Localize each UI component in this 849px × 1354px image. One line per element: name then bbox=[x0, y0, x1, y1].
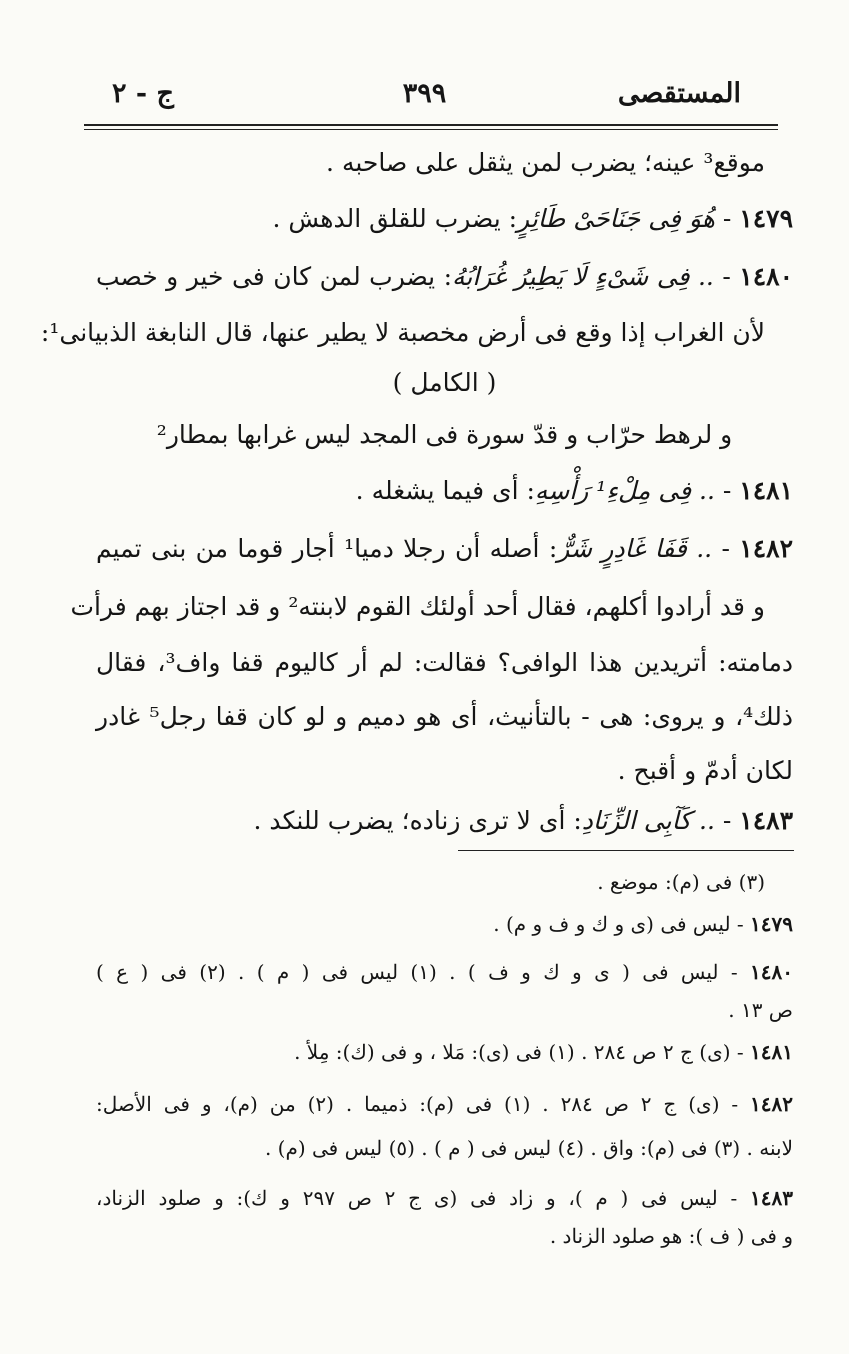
text-line: و قد أرادوا أكلهم، فقال أحد أولئك القوم لابنته² و قد اجتاز بهم فرأت bbox=[70, 592, 765, 621]
proverb-entry-1479: ١٤٧٩ - هُوَ فِى جَنَاحَىْ طَائِرٍ: يضرب للقلق الدهش . bbox=[272, 204, 793, 233]
verse-line: و لرهط حرّاب و قدّ سورة فى المجد ليس غرابها بمطار² bbox=[156, 420, 733, 449]
proverb-gloss: : يضرب لمن كان فى خير و خصب bbox=[96, 262, 453, 291]
footnote-line: و فى ( ف ): هو صلود الزناد . bbox=[549, 1224, 793, 1248]
entry-number: ١٤٨٣ bbox=[739, 806, 793, 835]
proverb-gloss: : يضرب للقلق الدهش . bbox=[272, 204, 518, 233]
proverb-gloss: : أصله أن رجلا دميا¹ أجار قوما من بنى تميم bbox=[96, 534, 558, 563]
header-rule-thin bbox=[84, 129, 778, 130]
header-rule bbox=[84, 124, 778, 126]
text-line: ذلك⁴، و يروى: هى - بالتأنيث، أى هو دميم و لو كان قفا رجل⁵ غادر bbox=[96, 702, 793, 731]
text-line: دمامته: أتريدين هذا الوافى؟ فقالت: لم أر كاليوم قفا واف³، فقال bbox=[96, 648, 793, 677]
footnote-1482: ١٤٨٢ - (ى) ج ٢ ص ٢٨٤ . (١) فى (م): ذميما . (٢) من (م)، و فى الأصل: bbox=[96, 1092, 794, 1116]
entry-number: ١٤٨٠ bbox=[739, 262, 793, 291]
proverb-entry-1481: ١٤٨١ - .. فِى مِلْءِ¹ رَأْسِهِ: أى فيما يشغله . bbox=[355, 476, 793, 505]
text-line: لأن الغراب إذا وقع فى أرض مخصبة لا يطير عنها، قال النابغة الذبيانى¹: bbox=[40, 318, 765, 347]
footnote-line: لابنه . (٣) فى (م): واق . (٤) ليس فى ( م ) . (٥) ليس فى (م) . bbox=[264, 1136, 793, 1160]
proverb-entry-1480: ١٤٨٠ - .. فِى شَىْءٍ لَا يَطِيرُ غُرَابُهُ: يضرب لمن كان فى خير و خصب bbox=[96, 262, 793, 291]
proverb-text: .. فِى شَىْءٍ لَا يَطِيرُ غُرَابُهُ bbox=[452, 262, 714, 291]
running-header bbox=[0, 78, 849, 118]
proverb-text: .. قَفَا غَادِرٍ شَرٌّ bbox=[557, 534, 713, 563]
footnote-1481: ١٤٨١ - (ى) ج ٢ ص ٢٨٤ . (١) فى (ى): مَلا ، و فى (ك): مِلأ . bbox=[294, 1040, 793, 1064]
volume-label: ج - ٢ bbox=[112, 78, 174, 109]
footnote-1480: ١٤٨٠ - ليس فى ( ى و ك و ف ) . (١) ليس فى ( م ) . (٢) فى ( ع ) bbox=[96, 960, 793, 984]
entry-number: ١٤٨١ bbox=[739, 476, 793, 505]
entry-number: ١٤٧٩ bbox=[739, 204, 793, 233]
entry-number: ١٤٨٢ bbox=[739, 534, 793, 563]
book-title: المستقصى bbox=[617, 78, 741, 109]
proverb-entry-1483: ١٤٨٣ - .. كَآبِى الزِّنَادِ: أى لا ترى زناده؛ يضرب للنكد . bbox=[253, 806, 793, 835]
page-number: ٣٩٩ bbox=[402, 78, 447, 109]
footnote-1479: ١٤٧٩ - ليس فى (ى و ك و ف و م) . bbox=[493, 912, 793, 936]
footnote-line: (٣) فى (م): موضع . bbox=[597, 870, 765, 894]
proverb-text: هُوَ فِى جَنَاحَىْ طَائِرٍ bbox=[517, 204, 715, 233]
proverb-entry-1482: ١٤٨٢ - .. قَفَا غَادِرٍ شَرٌّ: أصله أن رجلا دميا¹ أجار قوما من بنى تميم bbox=[96, 534, 793, 563]
footnote-line: ص ١٣ . bbox=[728, 998, 793, 1022]
footnote-1483: ١٤٨٣ - ليس فى ( م )، و زاد فى (ى ج ٢ ص ٢٩٧ و ك): و صلود الزناد، bbox=[96, 1186, 793, 1210]
text-line: موقع³ عينه؛ يضرب لمن يثقل على صاحبه . bbox=[326, 148, 765, 177]
text-line: لكان أدمّ و أقبح . bbox=[617, 756, 793, 785]
proverb-text: .. كَآبِى الزِّنَادِ bbox=[581, 806, 715, 835]
footnote-separator bbox=[458, 850, 794, 851]
proverb-gloss: : أى فيما يشغله . bbox=[355, 476, 535, 505]
proverb-text: .. فِى مِلْءِ¹ رَأْسِهِ bbox=[534, 476, 715, 505]
meter-label: ( الكامل ) bbox=[392, 368, 497, 397]
proverb-gloss: : أى لا ترى زناده؛ يضرب للنكد . bbox=[253, 806, 582, 835]
